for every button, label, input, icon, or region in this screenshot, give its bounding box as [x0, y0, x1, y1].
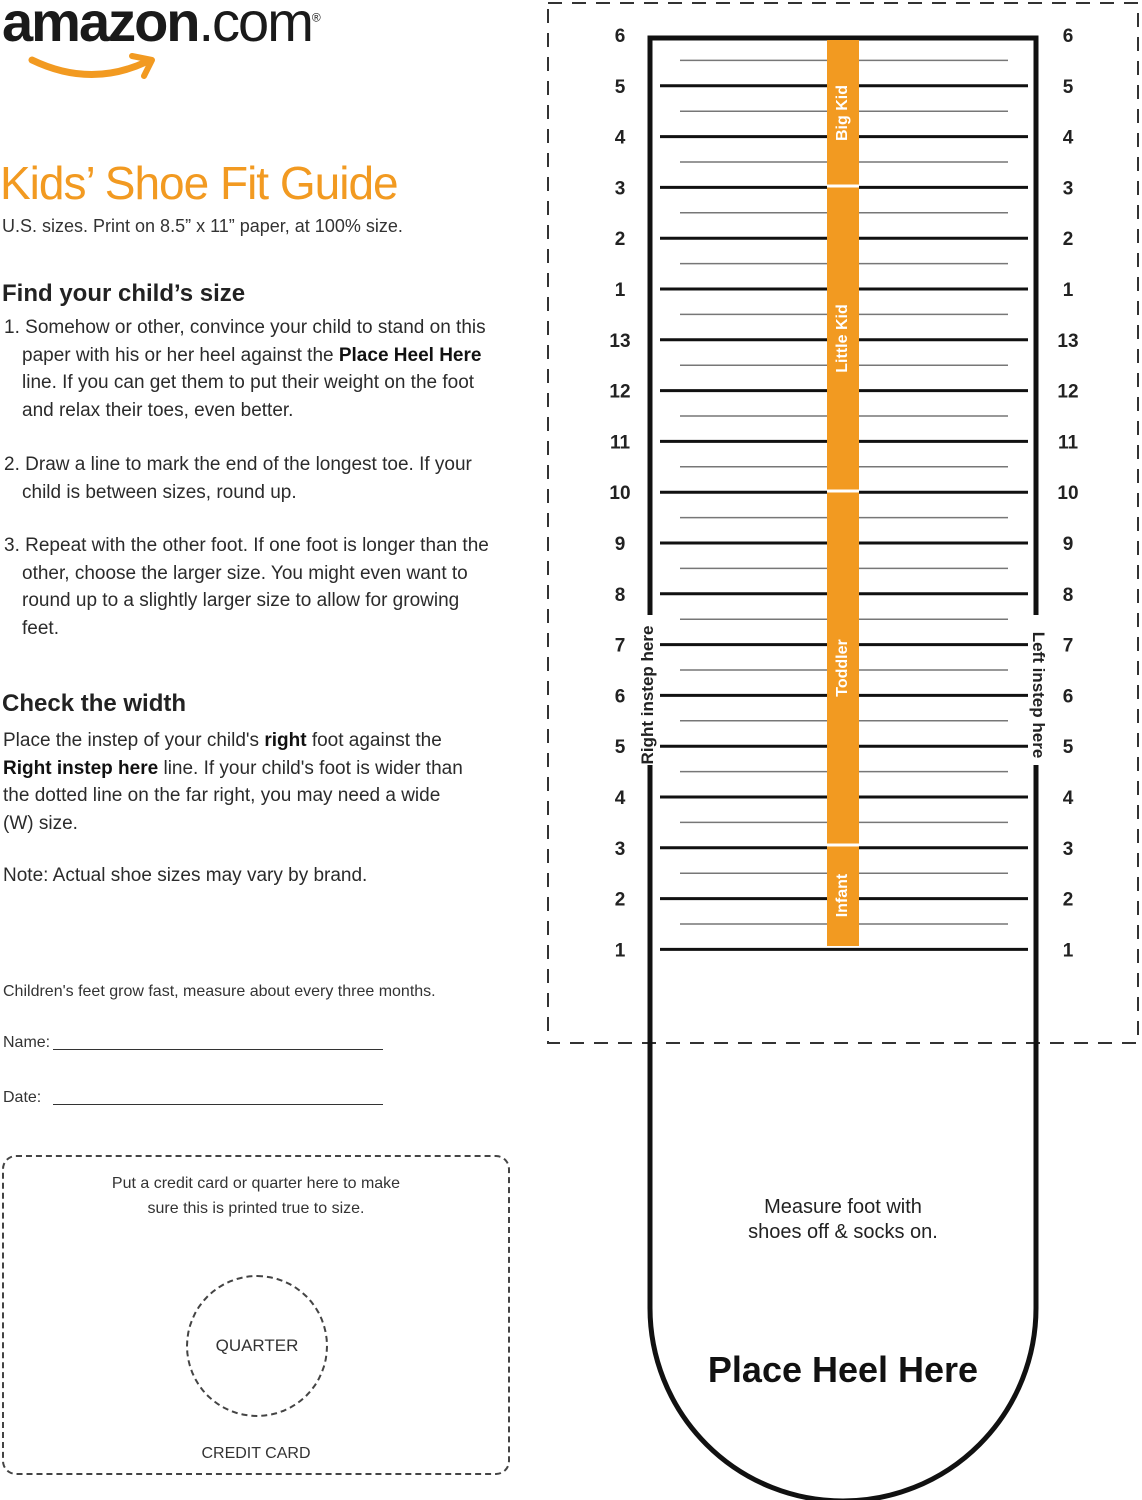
- size-number-left: 8: [614, 584, 626, 606]
- size-number-right: 9: [1062, 534, 1074, 555]
- size-number-right: 6: [1062, 686, 1074, 708]
- width-text: line. If your child's foot is wider than the dotted line on the far right, you may need a wide (W) size.: [3, 757, 463, 834]
- step-bold-text: Place Heel Here: [338, 344, 482, 366]
- size-number-left: 11: [609, 432, 631, 454]
- quarter-label: QUARTER: [215, 1336, 299, 1355]
- size-number-right: 12: [1057, 381, 1079, 403]
- size-number-right: 2: [1062, 889, 1074, 911]
- size-number-right: 1: [1062, 280, 1074, 301]
- category-label: Little Kid: [834, 304, 852, 373]
- category-label: Infant: [834, 873, 852, 918]
- name-label: Name:: [3, 1034, 51, 1051]
- step-number: 2.: [4, 454, 20, 475]
- size-number-left: 7: [614, 635, 626, 657]
- size-number-left: 5: [614, 76, 626, 98]
- size-number-left: 3: [614, 838, 626, 860]
- find-size-heading: Find your child’s size: [2, 280, 246, 307]
- size-number-left: 6: [614, 26, 626, 47]
- category-bar-fill: [827, 40, 859, 946]
- step-text-tail: line. If you can get them to put their weight on the foot and relax their toes, even better.: [22, 372, 475, 421]
- card-instruction-line: sure this is printed true to size.: [147, 1200, 365, 1217]
- credit-card-label: CREDIT CARD: [201, 1445, 311, 1462]
- step-text: Repeat with the other foot. If one foot is longer than the other, choose the larger size. You might even want to round up to a slightly larger size to allow for growing feet.: [22, 535, 489, 639]
- size-number-right: 5: [1062, 737, 1074, 759]
- size-number-right: 3: [1062, 178, 1074, 200]
- size-number-right: 4: [1062, 127, 1074, 149]
- place-heel-here-label: Place Heel Here: [707, 1349, 979, 1390]
- size-number-left: 4: [614, 788, 626, 809]
- step-text: Somehow or other, convince your child to stand on this paper with his or her heel against the: [22, 317, 486, 366]
- size-number-left: 1: [614, 280, 626, 301]
- right-instep-label: Right instep here: [638, 625, 657, 765]
- category-label: Big Kid: [834, 85, 852, 141]
- width-heading: Check the width: [2, 690, 187, 717]
- width-text: Place the instep of your child's: [3, 730, 265, 751]
- page-subtitle: U.S. sizes. Print on 8.5” x 11” paper, at 100% size.: [2, 216, 403, 236]
- size-number-right: 11: [1057, 432, 1079, 454]
- size-number-right: 7: [1062, 635, 1074, 657]
- step-text: Draw a line to mark the end of the longest toe. If your child is between sizes, round up.: [22, 454, 472, 503]
- width-bold-instep: Right instep here: [3, 757, 159, 779]
- size-number-right: 8: [1062, 584, 1074, 606]
- logo-registered-mark: ®: [311, 10, 319, 25]
- card-instruction-line: Put a credit card or quarter here to make: [111, 1175, 401, 1192]
- logo-wordmark: amazon: [2, 0, 199, 53]
- brand-note: Note: Actual shoe sizes may vary by brand.: [3, 865, 368, 886]
- category-bar: [827, 40, 859, 946]
- size-number-right: 3: [1062, 838, 1074, 860]
- category-label: Toddler: [834, 639, 852, 697]
- step-number: 3.: [4, 535, 20, 556]
- size-number-left: 2: [614, 229, 626, 251]
- size-number-right: 13: [1057, 330, 1079, 352]
- logo-suffix: .com: [198, 0, 312, 53]
- size-number-left: 10: [609, 483, 631, 505]
- size-number-right: 5: [1062, 76, 1074, 98]
- size-number-right: 2: [1062, 229, 1074, 251]
- size-number-left: 12: [609, 381, 631, 403]
- measure-instruction-line-1: Measure foot with: [764, 1196, 922, 1218]
- size-number-left: 3: [614, 178, 626, 200]
- size-number-right: 6: [1062, 26, 1074, 47]
- measure-tip: Children's feet grow fast, measure about every three months.: [3, 983, 436, 1000]
- size-number-right: 4: [1062, 788, 1074, 809]
- size-number-left: 2: [614, 889, 626, 911]
- page-title: Kids’ Shoe Fit Guide: [0, 157, 398, 209]
- size-number-left: 5: [614, 737, 626, 759]
- left-instep-label: Left instep here: [1029, 631, 1048, 759]
- width-text: foot against the: [306, 730, 442, 751]
- size-number-left: 6: [614, 686, 626, 708]
- size-number-left: 1: [614, 940, 626, 962]
- size-number-right: 1: [1062, 940, 1074, 962]
- width-bold-right: right: [264, 730, 307, 751]
- measure-instruction-line-2: shoes off & socks on.: [748, 1221, 938, 1243]
- step-number: 1.: [4, 317, 20, 338]
- size-number-left: 13: [609, 330, 631, 352]
- size-number-left: 9: [614, 534, 626, 555]
- size-number-right: 10: [1057, 483, 1079, 505]
- size-number-left: 4: [614, 127, 626, 149]
- date-label: Date:: [3, 1089, 42, 1106]
